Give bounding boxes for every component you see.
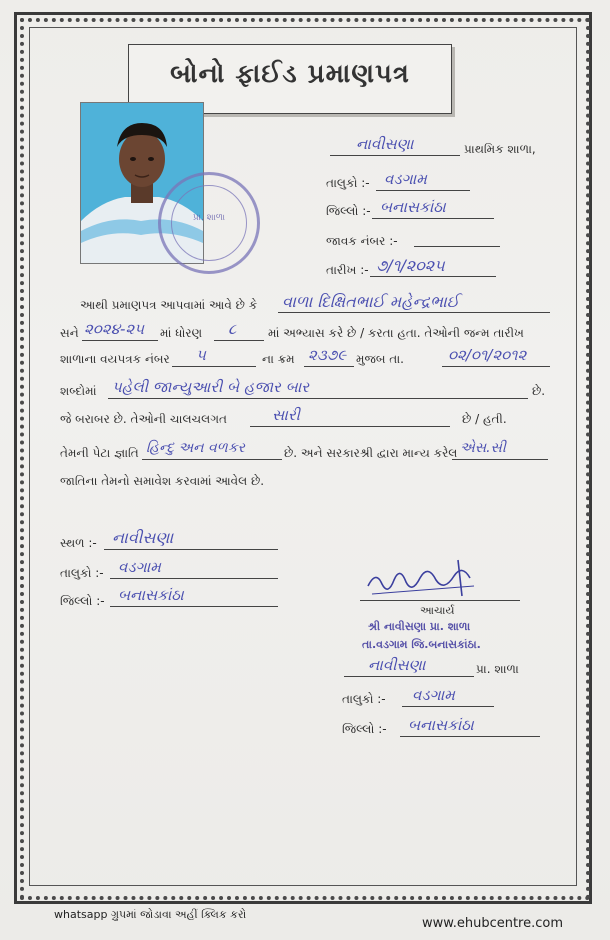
principal-stamp-line1: શ્રી નાવીસણા પ્રા. શાળા bbox=[368, 620, 471, 633]
dob-value: ૦૨/૦૧/૨૦૧૨ bbox=[448, 346, 527, 364]
dob-line bbox=[442, 366, 550, 367]
body-line3-mid2: મુજબ તા. bbox=[356, 352, 404, 366]
signature-line bbox=[360, 600, 520, 601]
signature-jillo-value: બનાસકાંઠા bbox=[408, 716, 474, 734]
student-name-value: વાળા દિક્ષિતભાઈ મહેન્દ્રભાઈ bbox=[282, 292, 460, 311]
body-line3-mid: ના ક્રમ bbox=[262, 352, 295, 366]
conduct-line bbox=[250, 426, 450, 427]
header-jillo-label: જિલ્લો :- bbox=[326, 204, 371, 218]
header-jillo-line bbox=[372, 218, 494, 219]
year-value: ૨૦૨૪-૨૫ bbox=[84, 320, 145, 338]
caste-line bbox=[142, 459, 282, 460]
header-javak-line bbox=[414, 246, 500, 247]
kram-value: ૨૩૭૯ bbox=[308, 346, 347, 364]
body-line6-prefix: તેમની પેટા જ્ઞાતિ bbox=[60, 446, 139, 460]
footer-sthal-line bbox=[104, 549, 278, 550]
principal-signature bbox=[362, 556, 482, 602]
header-tarikh-label: તારીખ :- bbox=[326, 263, 369, 277]
header-tarikh-value: ૭/૧/૨૦૨૫ bbox=[376, 256, 445, 275]
caste-value: હિન્દુ અન વળકર bbox=[146, 440, 245, 456]
header-taluko-value: વડગામ bbox=[384, 170, 427, 188]
school-name-line bbox=[330, 155, 460, 156]
signature-taluko-label: તાલુકો :- bbox=[342, 692, 386, 706]
signature-taluko-line bbox=[402, 706, 494, 707]
stamp-text: પ્રા. શાળા bbox=[192, 213, 226, 223]
footer-taluko-label: તાલુકો :- bbox=[60, 566, 104, 580]
body-line2-prefix: સને bbox=[60, 326, 79, 340]
year-line bbox=[82, 340, 158, 341]
body-line2-mid: માં ધોરણ bbox=[160, 326, 203, 340]
category-line bbox=[452, 459, 548, 460]
signature-school-value: નાવીસણા bbox=[368, 656, 426, 674]
school-label: પ્રાથમિક શાળા, bbox=[464, 142, 536, 156]
dob-words-line bbox=[108, 398, 528, 399]
footer-sthal-label: સ્થળ :- bbox=[60, 536, 97, 550]
student-name-line bbox=[278, 312, 550, 313]
signature-jillo-line bbox=[400, 736, 540, 737]
body-line3-prefix: શાળાના વયપત્રક નંબર bbox=[60, 352, 170, 366]
body-line2-suffix: માં અભ્યાસ કરે છે / કરતા હતા. તેઓની જન્મ તારીખ bbox=[268, 326, 524, 340]
vaypatrak-number-line bbox=[172, 366, 256, 367]
signature-school-label: પ્રા. શાળા bbox=[476, 662, 519, 676]
header-javak-label: જાવક નંબર :- bbox=[326, 234, 398, 248]
signature-school-line bbox=[344, 676, 474, 677]
body-line5-suffix: છે / હતી. bbox=[462, 412, 507, 426]
whatsapp-link[interactable]: whatsapp ગ્રુપમાં જોડાવા અહીં ક્લિક કરો bbox=[54, 908, 247, 921]
footer-taluko-line bbox=[110, 578, 278, 579]
header-taluko-line bbox=[376, 190, 470, 191]
footer-taluko-value: વડગામ bbox=[118, 558, 161, 576]
dob-words-value: પહેલી જાન્યુઆરી બે હજાર બાર bbox=[112, 378, 310, 396]
standard-line bbox=[214, 340, 264, 341]
principal-stamp-line2: તા.વડગામ જિ.બનાસકાંઠા. bbox=[362, 638, 481, 651]
school-name-value: નાવીસણા bbox=[356, 135, 414, 153]
footer-sthal-value: નાવીસણા bbox=[112, 528, 174, 547]
header-taluko-label: તાલુકો :- bbox=[326, 176, 370, 190]
vaypatrak-number-value: ૫ bbox=[196, 346, 206, 364]
signature-jillo-label: જિલ્લો :- bbox=[342, 722, 387, 736]
header-tarikh-line bbox=[370, 276, 496, 277]
kram-line bbox=[304, 366, 354, 367]
header-jillo-value: બનાસકાંઠા bbox=[380, 198, 446, 216]
body-line5-prefix: જે બરાબર છે. તેઓની ચાલચલગત bbox=[60, 412, 227, 426]
footer-jillo-line bbox=[110, 606, 278, 607]
footer-jillo-value: બનાસકાંઠા bbox=[118, 586, 184, 604]
body-line1-prefix: આથી પ્રમાણપત્ર આપવામાં આવે છે કે bbox=[80, 298, 258, 312]
school-round-stamp bbox=[158, 172, 260, 274]
certificate-title: બોનો ફાઈડ પ્રમાણપત્ર bbox=[170, 59, 410, 89]
standard-value: ૮ bbox=[228, 320, 237, 338]
category-value: એસ.સી bbox=[460, 440, 506, 456]
acharya-label: આચાર્ય bbox=[420, 604, 455, 617]
website-link[interactable]: www.ehubcentre.com bbox=[422, 916, 564, 931]
footer-jillo-label: જિલ્લો :- bbox=[60, 594, 105, 608]
body-line4-suffix: છે. bbox=[532, 384, 546, 398]
signature-taluko-value: વડગામ bbox=[412, 686, 455, 704]
body-line7: જાતિના તેમનો સમાવેશ કરવામાં આવેલ છે. bbox=[60, 474, 265, 488]
conduct-value: સારી bbox=[272, 406, 300, 424]
body-line6-mid: છે. અને સરકારશ્રી દ્વારા માન્ય કરેલ bbox=[284, 446, 458, 460]
body-line4-prefix: શબ્દોમાં bbox=[60, 384, 97, 398]
